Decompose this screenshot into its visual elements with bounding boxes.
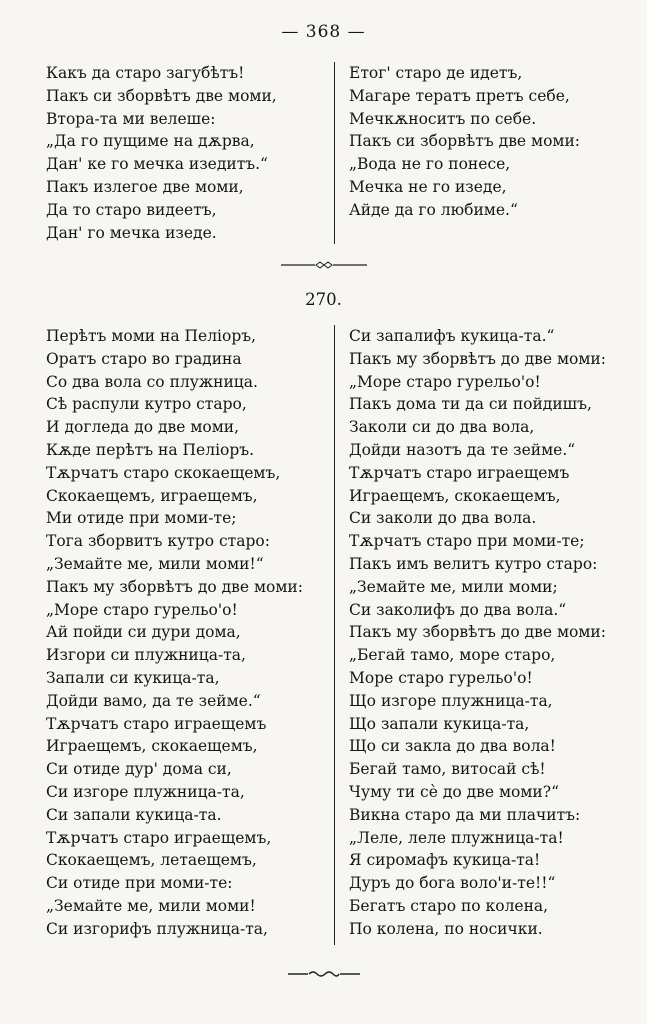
verse-line: Тѫрчатъ старо играещемъ (349, 463, 570, 482)
verse-line: Пакъ дома ти да си пойдишъ, (349, 395, 592, 414)
verse-line: Изгори си плужница-та, (46, 646, 246, 665)
verse-line: Дойди назотъ да те зейме.“ (349, 440, 576, 459)
column-divider (334, 325, 335, 945)
verse-line: Бегай тамо, витосай сѣ! (349, 760, 546, 779)
verse-line: Тѫрчатъ старо при моми-те; (349, 532, 585, 551)
verse-line: Си запалифъ кукица-та.“ (349, 327, 555, 345)
verse-line: По колена, по носички. (349, 919, 543, 938)
verse-line: Тѫрчатъ старо играещемъ (46, 714, 267, 733)
verse-line: Що запали кукица-та, (349, 714, 530, 733)
end-ornament (0, 968, 647, 980)
verse-line: Море старо гурельо'о! (349, 668, 533, 687)
verse-line: Тога зборвитъ кутро старо: (46, 532, 270, 551)
verse-line: Си заколи до два вола. (349, 509, 537, 528)
poem-270-right-column (349, 325, 629, 941)
verse-line: Пакъ му зборвѣтъ до две моми: (349, 349, 606, 368)
verse-line: Що изгоре плужница-та, (349, 691, 553, 710)
verse-line: Пакъ си зборвѣтъ две моми: (349, 132, 581, 151)
verse-line: Чуму ти сѐ до две моми?“ (349, 782, 559, 801)
verse-line: Кѫде перѣтъ на Пеліоръ. (46, 440, 255, 459)
verse-line: Мечка не го изеде, (349, 177, 507, 196)
verse-line: „Земайте ме, мили моми! (46, 896, 256, 915)
verse-line: Втора-та ми велеше: (46, 109, 216, 128)
poem-270-left-column (46, 325, 326, 941)
verse-line: Дан' ке го мечка изедитъ.“ (46, 155, 268, 174)
verse-line: Я сиромафъ кукица-та! (349, 851, 541, 870)
verse-line: Айде да го любиме.“ (349, 200, 518, 219)
verse-line: Викна старо да ми плачитъ: (349, 805, 581, 824)
verse-line: И догледа до две моми, (46, 418, 240, 437)
verse-line: Си отиде при моми-те: (46, 874, 233, 893)
verse-line: „Земайте ме, мили моми!“ (46, 554, 264, 573)
verse-line: Етог' старо де идетъ, (349, 64, 523, 82)
verse-line: Пакъ му зборвѣтъ до две моми: (46, 577, 303, 596)
poem-number: 270. (305, 290, 342, 309)
verse-line: „Леле, леле плужница-та! (349, 828, 564, 847)
verse-line: Мечкѫноситъ по себе. (349, 109, 537, 128)
verse-line: Дуръ до бога воло'и-те!!“ (349, 874, 556, 893)
verse-line: Скокаещемъ, летаещемъ, (46, 851, 257, 870)
verse-line: Бегатъ старо по колена, (349, 896, 549, 915)
poem-continuation-left-column (46, 62, 326, 244)
verse-line: Сѣ распули кутро старо, (46, 395, 247, 414)
verse-line: Си изгоре плужница-та, (46, 782, 245, 801)
verse-line: Пакъ имъ велитъ кутро старо: (349, 554, 598, 573)
verse-line: Да то старо видеетъ, (46, 200, 217, 219)
verse-line: Пакъ му зборвѣтъ до две моми: (349, 623, 606, 642)
verse-line: Заколи си до два вола, (349, 418, 535, 437)
verse-line: Играещемъ, скокаещемъ, (349, 486, 561, 505)
column-divider (334, 62, 335, 244)
verse-line: „Море старо гурельо'о! (349, 372, 541, 391)
ornament-rule-icon (279, 259, 369, 271)
verse-line: Играещемъ, скокаещемъ, (46, 737, 258, 756)
verse-line: „Море старо гурельо'о! (46, 600, 238, 619)
verse-line: Пакъ си зборвѣтъ две моми, (46, 86, 277, 105)
verse-line: Що си закла до два вола! (349, 737, 556, 756)
verse-line: „Вода не го понесе, (349, 155, 511, 174)
verse-line: Скокаещемъ, играещемъ, (46, 486, 258, 505)
verse-line: Со два вола со плужница. (46, 372, 258, 391)
verse-line: Тѫрчатъ старо играещемъ, (46, 828, 272, 847)
verse-line: Пакъ излегое две моми, (46, 177, 244, 196)
verse-line: Какъ да старо загубѣтъ! (46, 64, 245, 82)
verse-line: Си изгорифъ плужница-та, (46, 919, 268, 938)
verse-line: Си заколифъ до два вола.“ (349, 600, 567, 619)
poem-continuation-right-column (349, 62, 629, 222)
verse-line: „Земайте ме, мили моми; (349, 577, 558, 596)
verse-line: Ми отиде при моми-те; (46, 509, 237, 528)
verse-line: „Да го пущиме на дѫрва, (46, 132, 255, 151)
verse-line: „Бегай тамо, море старо, (349, 646, 556, 665)
verse-line: Тѫрчатъ старо скокаещемъ, (46, 463, 281, 482)
page-number: — 368 — (281, 22, 366, 42)
verse-line: Запали си кукица-та, (46, 668, 220, 687)
verse-line: Перѣтъ моми на Пеліоръ, (46, 327, 257, 345)
verse-line: Дан' го мечка изеде. (46, 223, 217, 242)
verse-line: Ай пойди си дури дома, (46, 623, 241, 642)
verse-line: Дойди вамо, да те зейме.“ (46, 691, 261, 710)
verse-line: Си запали кукица-та. (46, 805, 222, 824)
section-ornament (0, 259, 647, 271)
verse-line: Магаре тератъ претъ себе, (349, 86, 570, 105)
verse-line: Оратъ старо во градина (46, 349, 242, 368)
verse-line: Си отиде дур' дома си, (46, 760, 232, 779)
ornament-rule-icon (284, 968, 364, 980)
